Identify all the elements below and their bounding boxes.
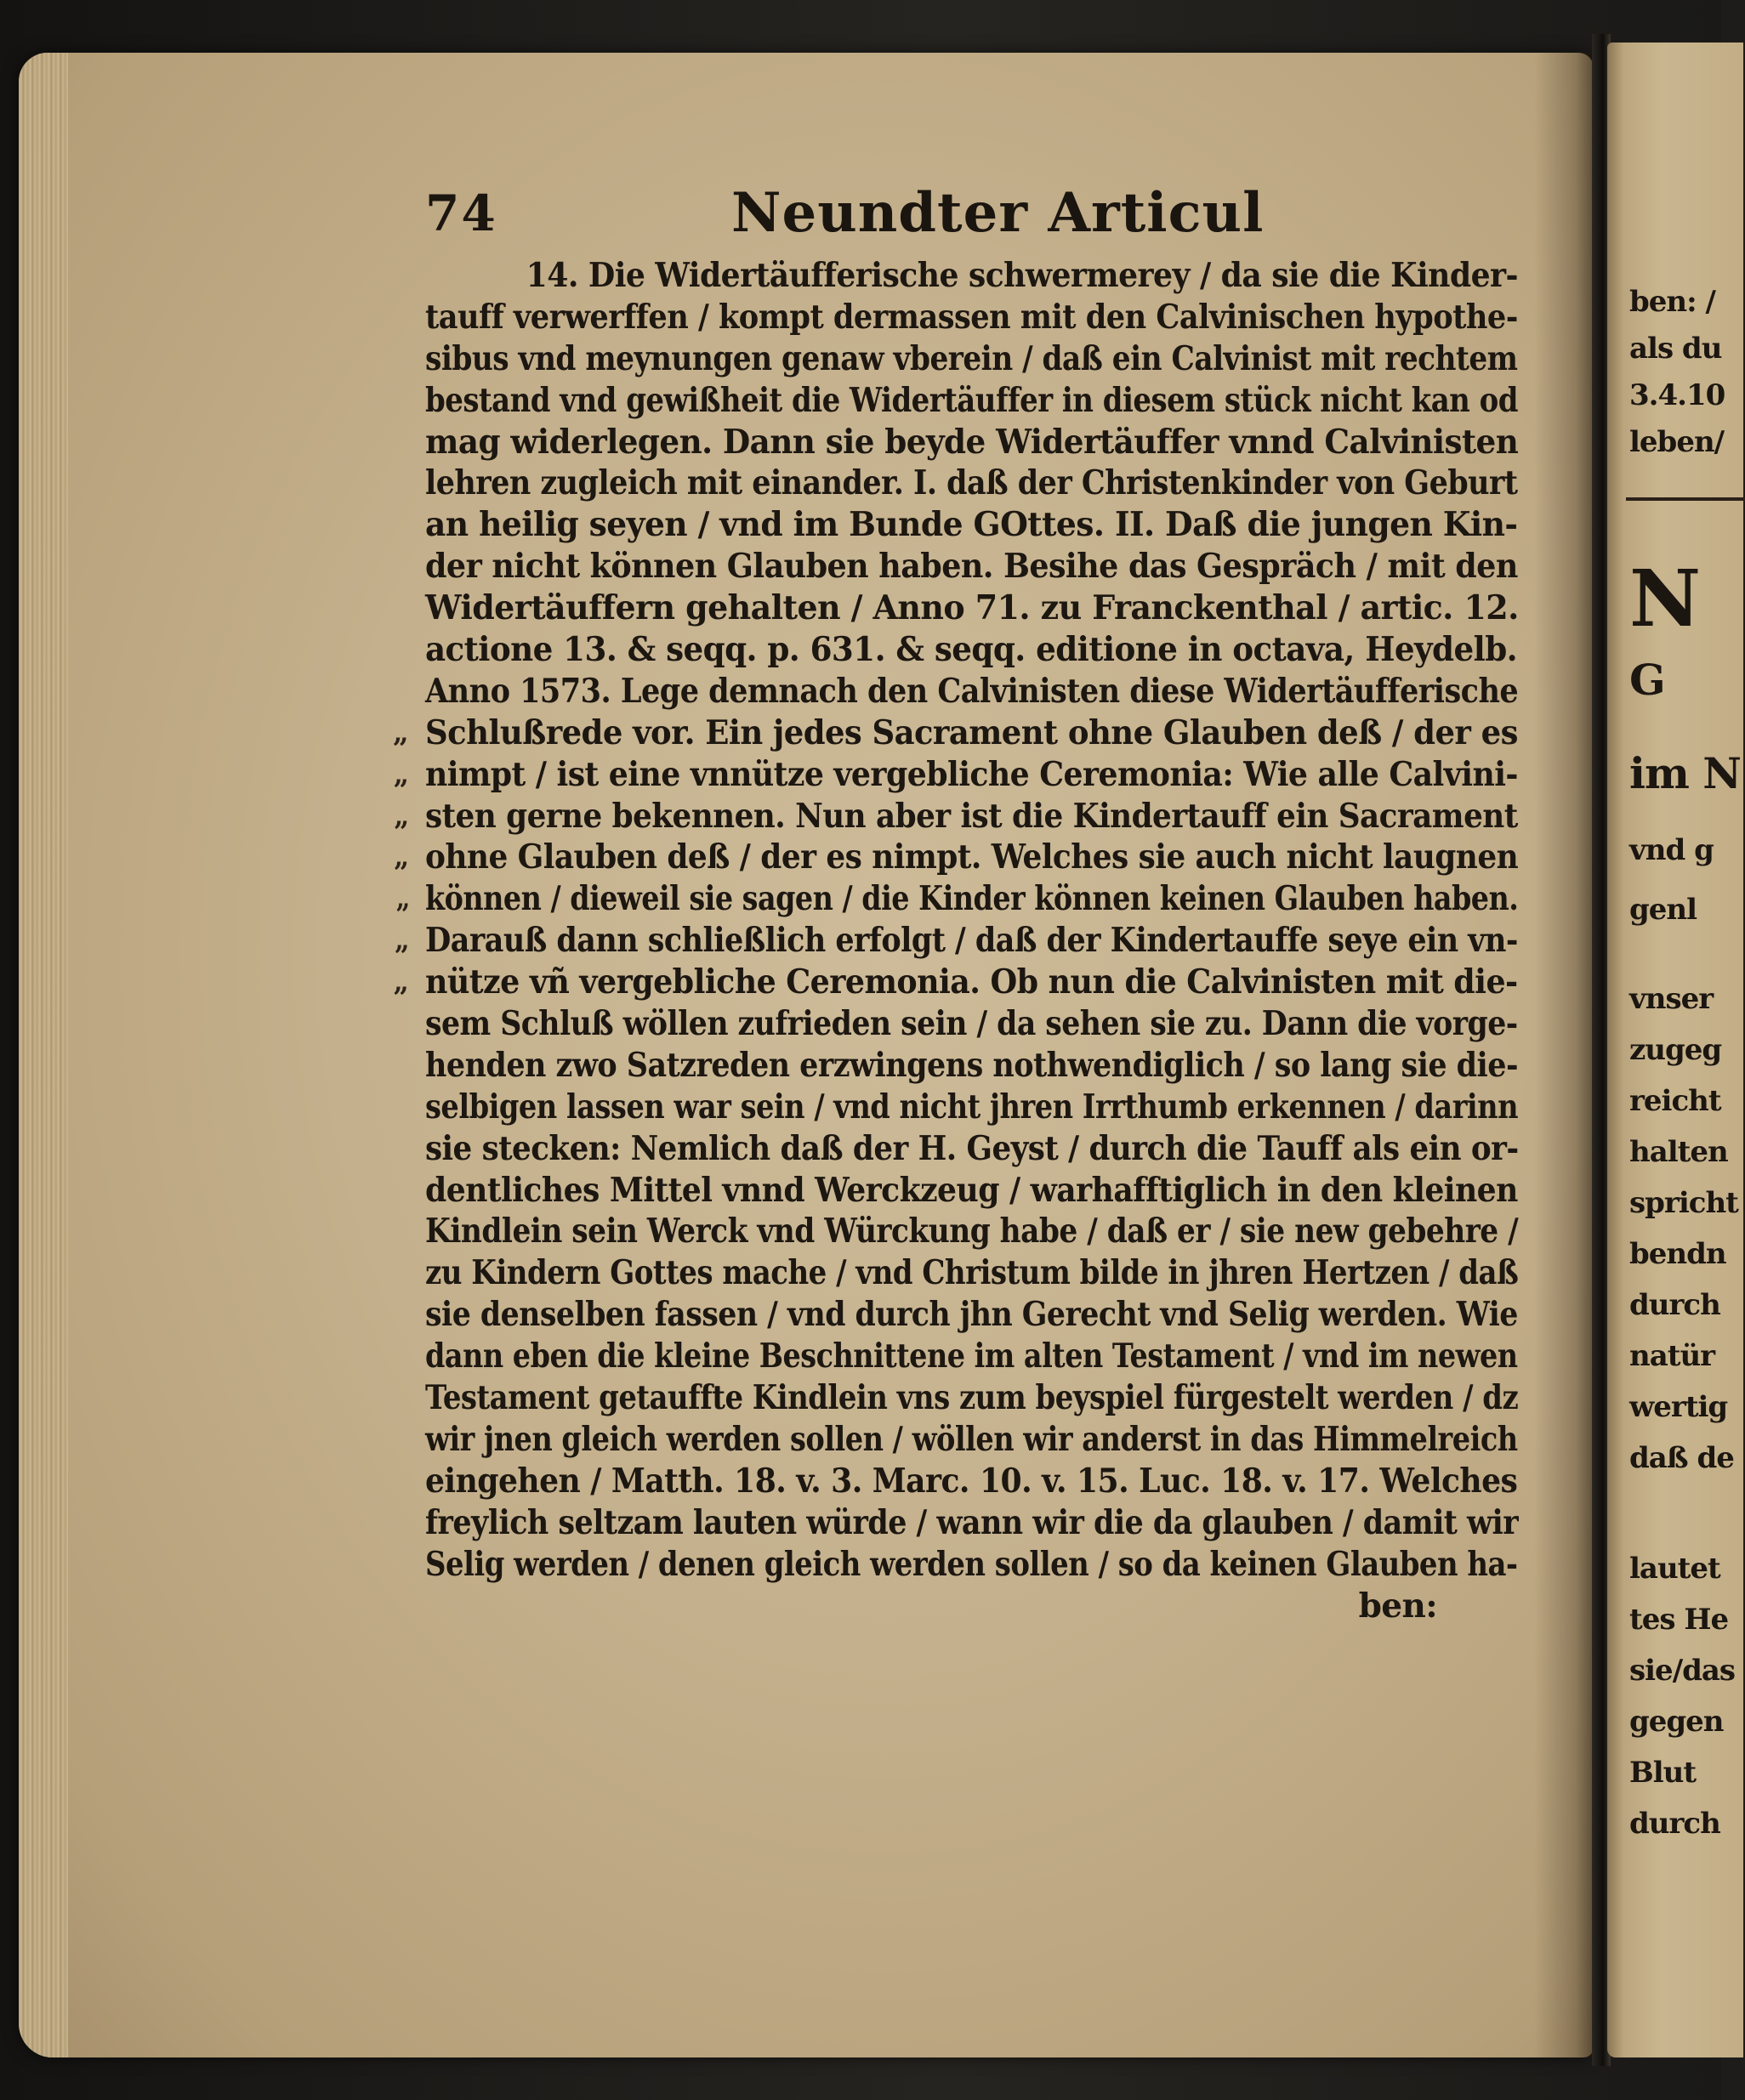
running-title: Neundter Articul xyxy=(731,181,1265,245)
quote-marker: „ xyxy=(394,840,409,875)
text-line-content: zu Kindern Gottes mache / vnd Christum bilde in jhren Hertzen / daß xyxy=(425,1253,1519,1293)
text-line-content: Kindlein sein Werck vnd Würckung habe / daß er / sie new gebehre / xyxy=(425,1212,1519,1251)
text-line xyxy=(425,1502,1519,1544)
text-line xyxy=(393,754,1518,796)
facing-page-fragment: sie/das xyxy=(1629,1654,1736,1688)
facing-page-fragment: N xyxy=(1629,553,1702,644)
text-line xyxy=(425,338,1518,380)
text-line xyxy=(425,1294,1518,1336)
page-number: 74 xyxy=(425,184,497,242)
text-line xyxy=(425,671,1519,712)
text-line xyxy=(394,837,1519,878)
facing-page-strip xyxy=(1607,43,1743,2057)
facing-page-fragment: spricht xyxy=(1629,1186,1738,1220)
text-line xyxy=(425,1252,1519,1294)
facing-page-fragment: ben: / xyxy=(1629,285,1715,319)
text-line-content: 14. Die Widertäufferische schwermerey / da sie die Kinder- xyxy=(526,256,1518,295)
text-line xyxy=(425,629,1518,671)
text-line xyxy=(425,297,1518,338)
text-line-content: dentliches Mittel vnnd Werckzeug / warhafftiglich in den kleinen xyxy=(425,1170,1518,1210)
text-line xyxy=(425,1128,1519,1170)
body-text xyxy=(393,255,1531,1626)
text-line xyxy=(425,1045,1518,1087)
facing-page-fragment: genl xyxy=(1629,893,1697,927)
facing-page-fragment: vnd g xyxy=(1629,833,1714,867)
facing-page-fragment: halten xyxy=(1629,1135,1728,1169)
running-head xyxy=(425,174,1582,268)
text-line-content: sibus vnd meynungen genaw vberein / daß ein Calvinist mit rechtem xyxy=(425,338,1518,378)
facing-page-rule xyxy=(1626,497,1745,501)
quote-marker: „ xyxy=(395,923,410,958)
text-line-content: henden zwo Satzreden erzwingens nothwendiglich / so lang sie die- xyxy=(425,1045,1518,1085)
facing-page-fragment: Blut xyxy=(1629,1756,1697,1790)
text-line xyxy=(393,962,1518,1003)
text-line-content: mag widerlegen. Dann sie beyde Widertäuffer vnnd Calvinisten xyxy=(425,422,1519,462)
text-line-content: dann eben die kleine Beschnittene im alten Testament / vnd im newen xyxy=(425,1337,1518,1376)
text-line-content: an heilig seyen / vnd im Bunde GOttes. II. Daß die jungen Kin- xyxy=(425,505,1518,545)
text-line-content: sie stecken: Nemlich daß der H. Geyst / durch die Tauff als ein or- xyxy=(425,1128,1519,1168)
text-line-content: Widertäuffern gehalten / Anno 71. zu Franckenthal / artic. 12. xyxy=(425,588,1519,628)
facing-page-fragment: als du xyxy=(1629,332,1722,366)
text-line-content: selbigen lassen war sein / vnd nicht jhren Irrthumb erkennen / darinn xyxy=(425,1087,1519,1127)
text-line xyxy=(425,422,1519,463)
text-line xyxy=(425,1003,1518,1045)
facing-page-fragment: G xyxy=(1629,655,1665,705)
text-line xyxy=(394,796,1518,837)
facing-page-fragment: lautet xyxy=(1629,1552,1720,1586)
facing-page-fragment: durch xyxy=(1629,1807,1720,1841)
text-line-content: lehren zugleich mit einander. I. daß der Christenkinder von Geburt xyxy=(425,463,1518,503)
text-line xyxy=(425,1087,1519,1128)
page-edge-stack xyxy=(19,53,68,2057)
text-line-content: tauff verwerffen / kompt dermassen mit den Calvinischen hypothe- xyxy=(425,297,1518,337)
text-line xyxy=(425,1461,1518,1502)
text-line xyxy=(425,504,1518,546)
text-line-content: Darauß dann schließlich erfolgt / daß der Kindertauffe seye ein vn- xyxy=(425,921,1518,961)
facing-page-fragment: gegen xyxy=(1629,1705,1724,1739)
facing-page-fragment: daß de xyxy=(1629,1441,1734,1475)
text-line-content: nimpt / ist eine vnnütze vergebliche Ceremonia: Wie alle Calvini- xyxy=(425,754,1518,794)
text-line-content: eingehen / Matth. 18. v. 3. Marc. 10. v. 15. Luc. 18. v. 17. Welches xyxy=(425,1461,1518,1501)
text-line xyxy=(425,587,1519,629)
text-line-content: können / dieweil sie sagen / die Kinder können keinen Glauben haben. xyxy=(425,879,1519,919)
text-line-content: Testament getauffte Kindlein vns zum beyspiel fürgestelt werden / dz xyxy=(425,1378,1519,1418)
text-line xyxy=(425,1544,1518,1586)
text-line xyxy=(425,546,1518,587)
text-line-content: Anno 1573. Lege demnach den Calvinisten diese Widertäufferische xyxy=(425,671,1519,711)
facing-page-fragment: reicht xyxy=(1629,1084,1721,1118)
text-line-content: ohne Glauben deß / der es nimpt. Welches sie auch nicht laugnen xyxy=(425,837,1519,877)
text-line-content: sten gerne bekennen. Nun aber ist die Kindertauff ein Sacrament xyxy=(425,796,1518,836)
facing-page-fragment: leben/ xyxy=(1629,425,1725,459)
text-line-content: wir jnen gleich werden sollen / wöllen wir anderst in das Himmelreich xyxy=(425,1419,1518,1459)
facing-page-fragment: wertig xyxy=(1629,1390,1728,1424)
text-line xyxy=(425,1336,1518,1377)
quote-marker: „ xyxy=(395,882,410,917)
text-line xyxy=(425,380,1519,422)
text-line xyxy=(425,1170,1518,1212)
text-line-content: bestand vnd gewißheit die Widertäuffer in diesem stück nicht kan od xyxy=(425,380,1519,420)
gutter-shadow xyxy=(1534,53,1594,2057)
text-line xyxy=(393,712,1518,754)
facing-page-fragment: tes He xyxy=(1629,1603,1729,1637)
quote-marker: „ xyxy=(393,965,409,1000)
quote-marker: „ xyxy=(393,715,409,750)
text-line xyxy=(425,1377,1519,1419)
text-line-content: der nicht können Glauben haben. Besihe das Gespräch / mit den xyxy=(425,547,1518,587)
text-line-content: Schlußrede vor. Ein jedes Sacrament ohne Glauben deß / der es xyxy=(425,712,1518,752)
text-line-content: Selig werden / denen gleich werden sollen / so da keinen Glauben ha- xyxy=(425,1544,1518,1584)
text-line xyxy=(425,255,1518,297)
text-line-content: nütze vñ vergebliche Ceremonia. Ob nun die Calvinisten mit die- xyxy=(425,962,1518,1002)
text-line xyxy=(425,1419,1518,1461)
facing-page-fragment: 3.4.10 xyxy=(1629,378,1725,412)
facing-page-fragment: natür xyxy=(1629,1339,1715,1373)
quote-marker: „ xyxy=(394,798,409,833)
facing-page-fragment: bendn xyxy=(1629,1237,1726,1271)
facing-page-fragment: im N xyxy=(1629,748,1742,798)
text-line xyxy=(425,1211,1519,1252)
facing-page-fragment: durch xyxy=(1629,1288,1720,1322)
facing-page-fragment: zugeg xyxy=(1629,1033,1722,1067)
text-line-content: sem Schluß wöllen zufrieden sein / da sehen sie zu. Dann die vorge- xyxy=(425,1004,1518,1044)
text-line-content: sie denselben fassen / vnd durch jhn Gerecht vnd Selig werden. Wie xyxy=(425,1295,1518,1335)
quote-marker: „ xyxy=(393,757,409,792)
text-line-content: actione 13. & seqq. p. 631. & seqq. editione in octava, Heydelb. xyxy=(425,630,1518,670)
text-line xyxy=(425,463,1518,504)
text-line-content: freylich seltzam lauten würde / wann wir die da glauben / damit wir xyxy=(425,1502,1519,1542)
text-line xyxy=(395,920,1518,962)
catchword: ben: xyxy=(1358,1586,1437,1626)
text-line xyxy=(395,878,1519,920)
facing-page-fragment: vnser xyxy=(1629,982,1714,1016)
